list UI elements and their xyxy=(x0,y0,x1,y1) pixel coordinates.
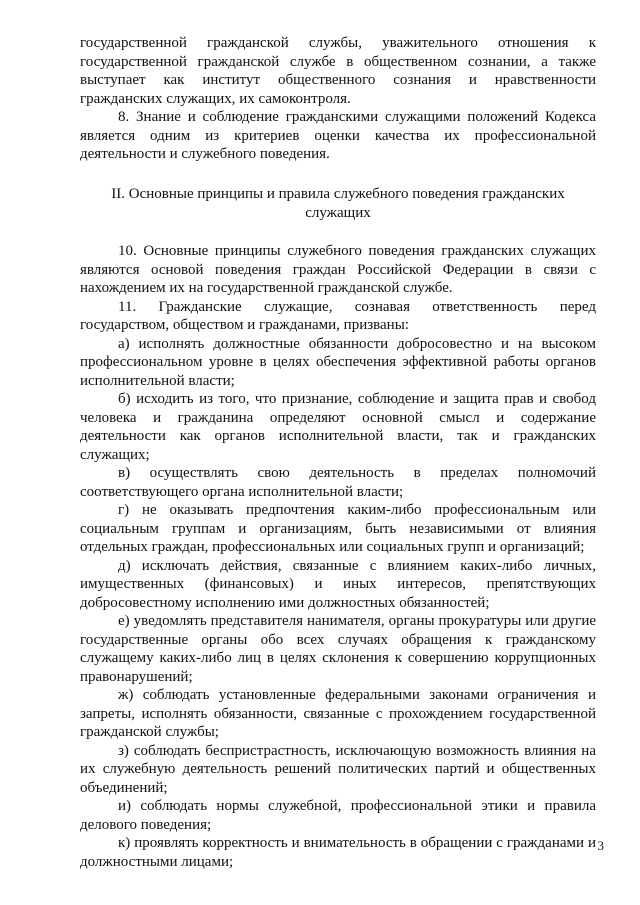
paragraph-10: 10. Основные принципы служебного поведения гражданских служащих являются основой поведения граждан Российской Федерации в связи с нахождением их на государственной гражданской службе. xyxy=(80,243,596,296)
paragraph-8: 8. Знание и соблюдение гражданскими служащими положений Кодекса является одним из критериев оценки качества их профессиональной деятельности и служебного поведения. xyxy=(80,109,596,162)
list-item-d: д) исключать действия, связанные с влиянием каких-либо личных, имущественных (финансовых) и иных интересов, препятствующих добросовестному исполнению ими должностных обязанностей; xyxy=(80,557,596,611)
paragraph-11: 11. Гражданские служащие, сознавая ответственность перед государством, обществом и гражданами, призваны: xyxy=(80,298,596,333)
list-item-k: к) проявлять корректность и внимательность в обращении с гражданами и должностными лицами; xyxy=(80,835,596,870)
list-item-zh: ж) соблюдать установленные федеральными законами ограничения и запреты, исполнять обязанности, связанные с прохождением государственной гражданской службы; xyxy=(80,687,596,740)
list-item-g: г) не оказывать предпочтения каким-либо профессиональным или социальным группам и организациям, быть независимыми от влияния отдельных граждан, профессиональных или социальных групп и организаций; xyxy=(80,502,596,555)
page-number: 3 xyxy=(597,838,604,853)
list-item-b: б) исходить из того, что признание, соблюдение и защита прав и свобод человека и гражданина определяют основной смысл и содержание деятельности как органов исполнительной власти, так и гражданских служащих; xyxy=(80,391,596,463)
list-item-i: и) соблюдать нормы служебной, профессиональной этики и правила делового поведения; xyxy=(80,798,596,833)
top-text-block xyxy=(80,34,596,164)
section-heading: II. Основные принципы и правила служебного поведения гражданских служащих xyxy=(111,186,565,221)
list-item-z: з) соблюдать беспристрастность, исключающую возможность влияния на их служебную деятельность решений политических партий и общественных объединений; xyxy=(80,742,596,796)
list-item-v: в) осуществлять свою деятельность в пределах полномочий соответствующего органа исполнительной власти; xyxy=(80,465,596,500)
paragraph-continuation: государственной гражданской службы, уважительного отношения к государственной гражданской службе в общественном сознании, а также выступает как институт общественного сознания и нравственности гражданских служащих, их самоконтроля. xyxy=(80,35,596,107)
list-item-e: е) уведомлять представителя нанимателя, органы прокуратуры или другие государственные органы обо всех случаях обращения к гражданскому служащему каких-либо лиц в целях склонения к совершению коррупционных правонарушений; xyxy=(80,613,596,685)
list-item-a: а) исполнять должностные обязанности добросовестно и на высоком профессиональном уровне в целях обеспечения эффективной работы органов исполнительной власти; xyxy=(80,335,596,389)
main-text-block xyxy=(80,242,596,871)
